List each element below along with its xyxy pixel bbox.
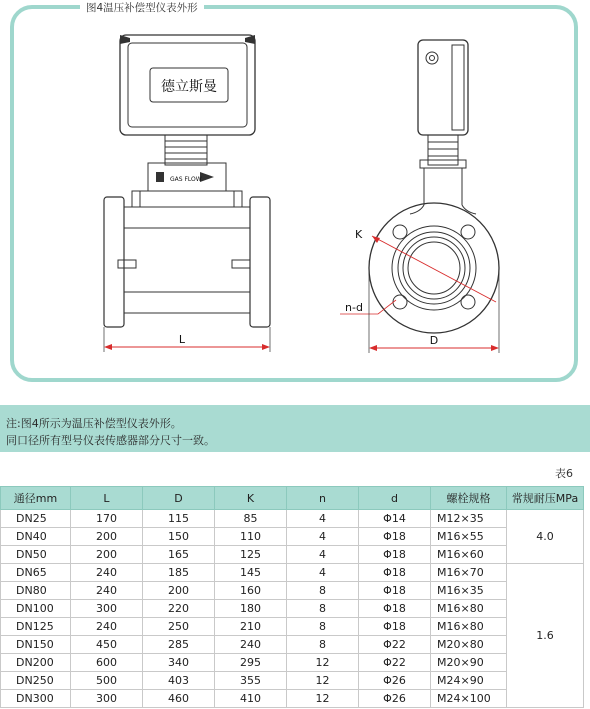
flow-label: GAS FLOW [170,176,202,183]
table-cell: Φ18 [359,600,431,618]
spec-table [0,486,584,708]
table-cell: M12×35 [431,510,507,528]
table-cell: 160 [215,582,287,600]
table-cell: M20×80 [431,636,507,654]
header-D: D [143,487,215,510]
table-cell: DN80 [1,582,71,600]
table-cell: 110 [215,528,287,546]
table-row [1,510,584,528]
table-row [1,564,584,582]
table-cell: 340 [143,654,215,672]
side-view [340,40,499,353]
dimension-K: K [355,228,363,241]
table-cell: 220 [143,600,215,618]
table-cell: DN65 [1,564,71,582]
pressure-cell: 4.0 [507,510,584,564]
header-K: K [215,487,287,510]
table-cell: 85 [215,510,287,528]
table-cell: M16×80 [431,600,507,618]
table-cell: M16×70 [431,564,507,582]
table-cell: 200 [71,546,143,564]
table-cell: DN50 [1,546,71,564]
table-cell: DN25 [1,510,71,528]
table-cell: DN200 [1,654,71,672]
table-cell: 200 [143,582,215,600]
table-cell: M16×60 [431,546,507,564]
table-cell: Φ26 [359,672,431,690]
table-cell: 240 [71,582,143,600]
table-cell: DN250 [1,672,71,690]
table-cell: 300 [71,600,143,618]
table-cell: M24×100 [431,690,507,708]
table-cell: M20×90 [431,654,507,672]
table-cell: 150 [143,528,215,546]
table-cell: 145 [215,564,287,582]
table-row [1,690,584,708]
table-row [1,636,584,654]
table-cell: 200 [71,528,143,546]
table-cell: 125 [215,546,287,564]
table-cell: 165 [143,546,215,564]
table-cell: 210 [215,618,287,636]
table-cell: 600 [71,654,143,672]
table-cell: 12 [287,654,359,672]
table-cell: 8 [287,600,359,618]
table-cell: 12 [287,690,359,708]
table-cell: Φ18 [359,546,431,564]
header-bolt: 螺栓规格 [431,487,507,510]
table-cell: DN40 [1,528,71,546]
table-cell: 8 [287,582,359,600]
nameplate-text: 德立斯曼 [161,79,217,95]
flow-arrow-icon [200,172,214,182]
header-n: n [287,487,359,510]
table-cell: 410 [215,690,287,708]
table-cell: 450 [71,636,143,654]
table-row [1,654,584,672]
note-line-1: 注:图4所示为温压补偿型仪表外形。 [6,417,182,430]
note-line-2: 同口径所有型号仪表传感器部分尺寸一致。 [6,434,215,447]
table-cell: 4 [287,564,359,582]
dimension-nd: n-d [345,301,363,314]
table-cell: 4 [287,510,359,528]
table-cell: Φ22 [359,636,431,654]
table-cell: Φ14 [359,510,431,528]
dimension-L: L [178,333,186,346]
table-cell: 115 [143,510,215,528]
flow-indicator-icon [156,172,164,182]
table-row [1,600,584,618]
table-cell: M16×35 [431,582,507,600]
header-L: L [71,487,143,510]
table-cell: DN125 [1,618,71,636]
table-row [1,546,584,564]
header-pressure: 常规耐压MPa [507,487,584,510]
table-cell: M16×80 [431,618,507,636]
table-row [1,618,584,636]
table-cell: 285 [143,636,215,654]
note-box [0,405,590,452]
table-cell: 240 [71,564,143,582]
table-row [1,582,584,600]
table-number: 表6 [555,467,573,480]
table-cell: 240 [71,618,143,636]
table-cell: Φ18 [359,582,431,600]
table-cell: M16×55 [431,528,507,546]
table-cell: Φ18 [359,528,431,546]
table-cell: DN300 [1,690,71,708]
table-cell: Φ22 [359,654,431,672]
table-cell: 4 [287,546,359,564]
header-diameter: 通径mm [1,487,71,510]
table-cell: 12 [287,672,359,690]
table-cell: 403 [143,672,215,690]
table-cell: 500 [71,672,143,690]
table-cell: 460 [143,690,215,708]
table-row [1,672,584,690]
table-cell: 8 [287,636,359,654]
dimension-D: D [429,334,439,347]
table-cell: 250 [143,618,215,636]
table-cell: 8 [287,618,359,636]
table-cell: 355 [215,672,287,690]
header-d: d [359,487,431,510]
table-cell: 4 [287,528,359,546]
table-cell: 170 [71,510,143,528]
table-header-row [1,487,584,510]
table-cell: Φ18 [359,564,431,582]
table-cell: 300 [71,690,143,708]
table-cell: 240 [215,636,287,654]
table-cell: 185 [143,564,215,582]
table-cell: 180 [215,600,287,618]
table-cell: DN150 [1,636,71,654]
table-row [1,528,584,546]
pressure-cell: 1.6 [507,564,584,708]
table-cell: 295 [215,654,287,672]
table-cell: Φ18 [359,618,431,636]
table-cell: Φ26 [359,690,431,708]
figure-caption: 图4温压补偿型仪表外形 [80,0,204,16]
table-cell: DN100 [1,600,71,618]
table-cell: M24×90 [431,672,507,690]
